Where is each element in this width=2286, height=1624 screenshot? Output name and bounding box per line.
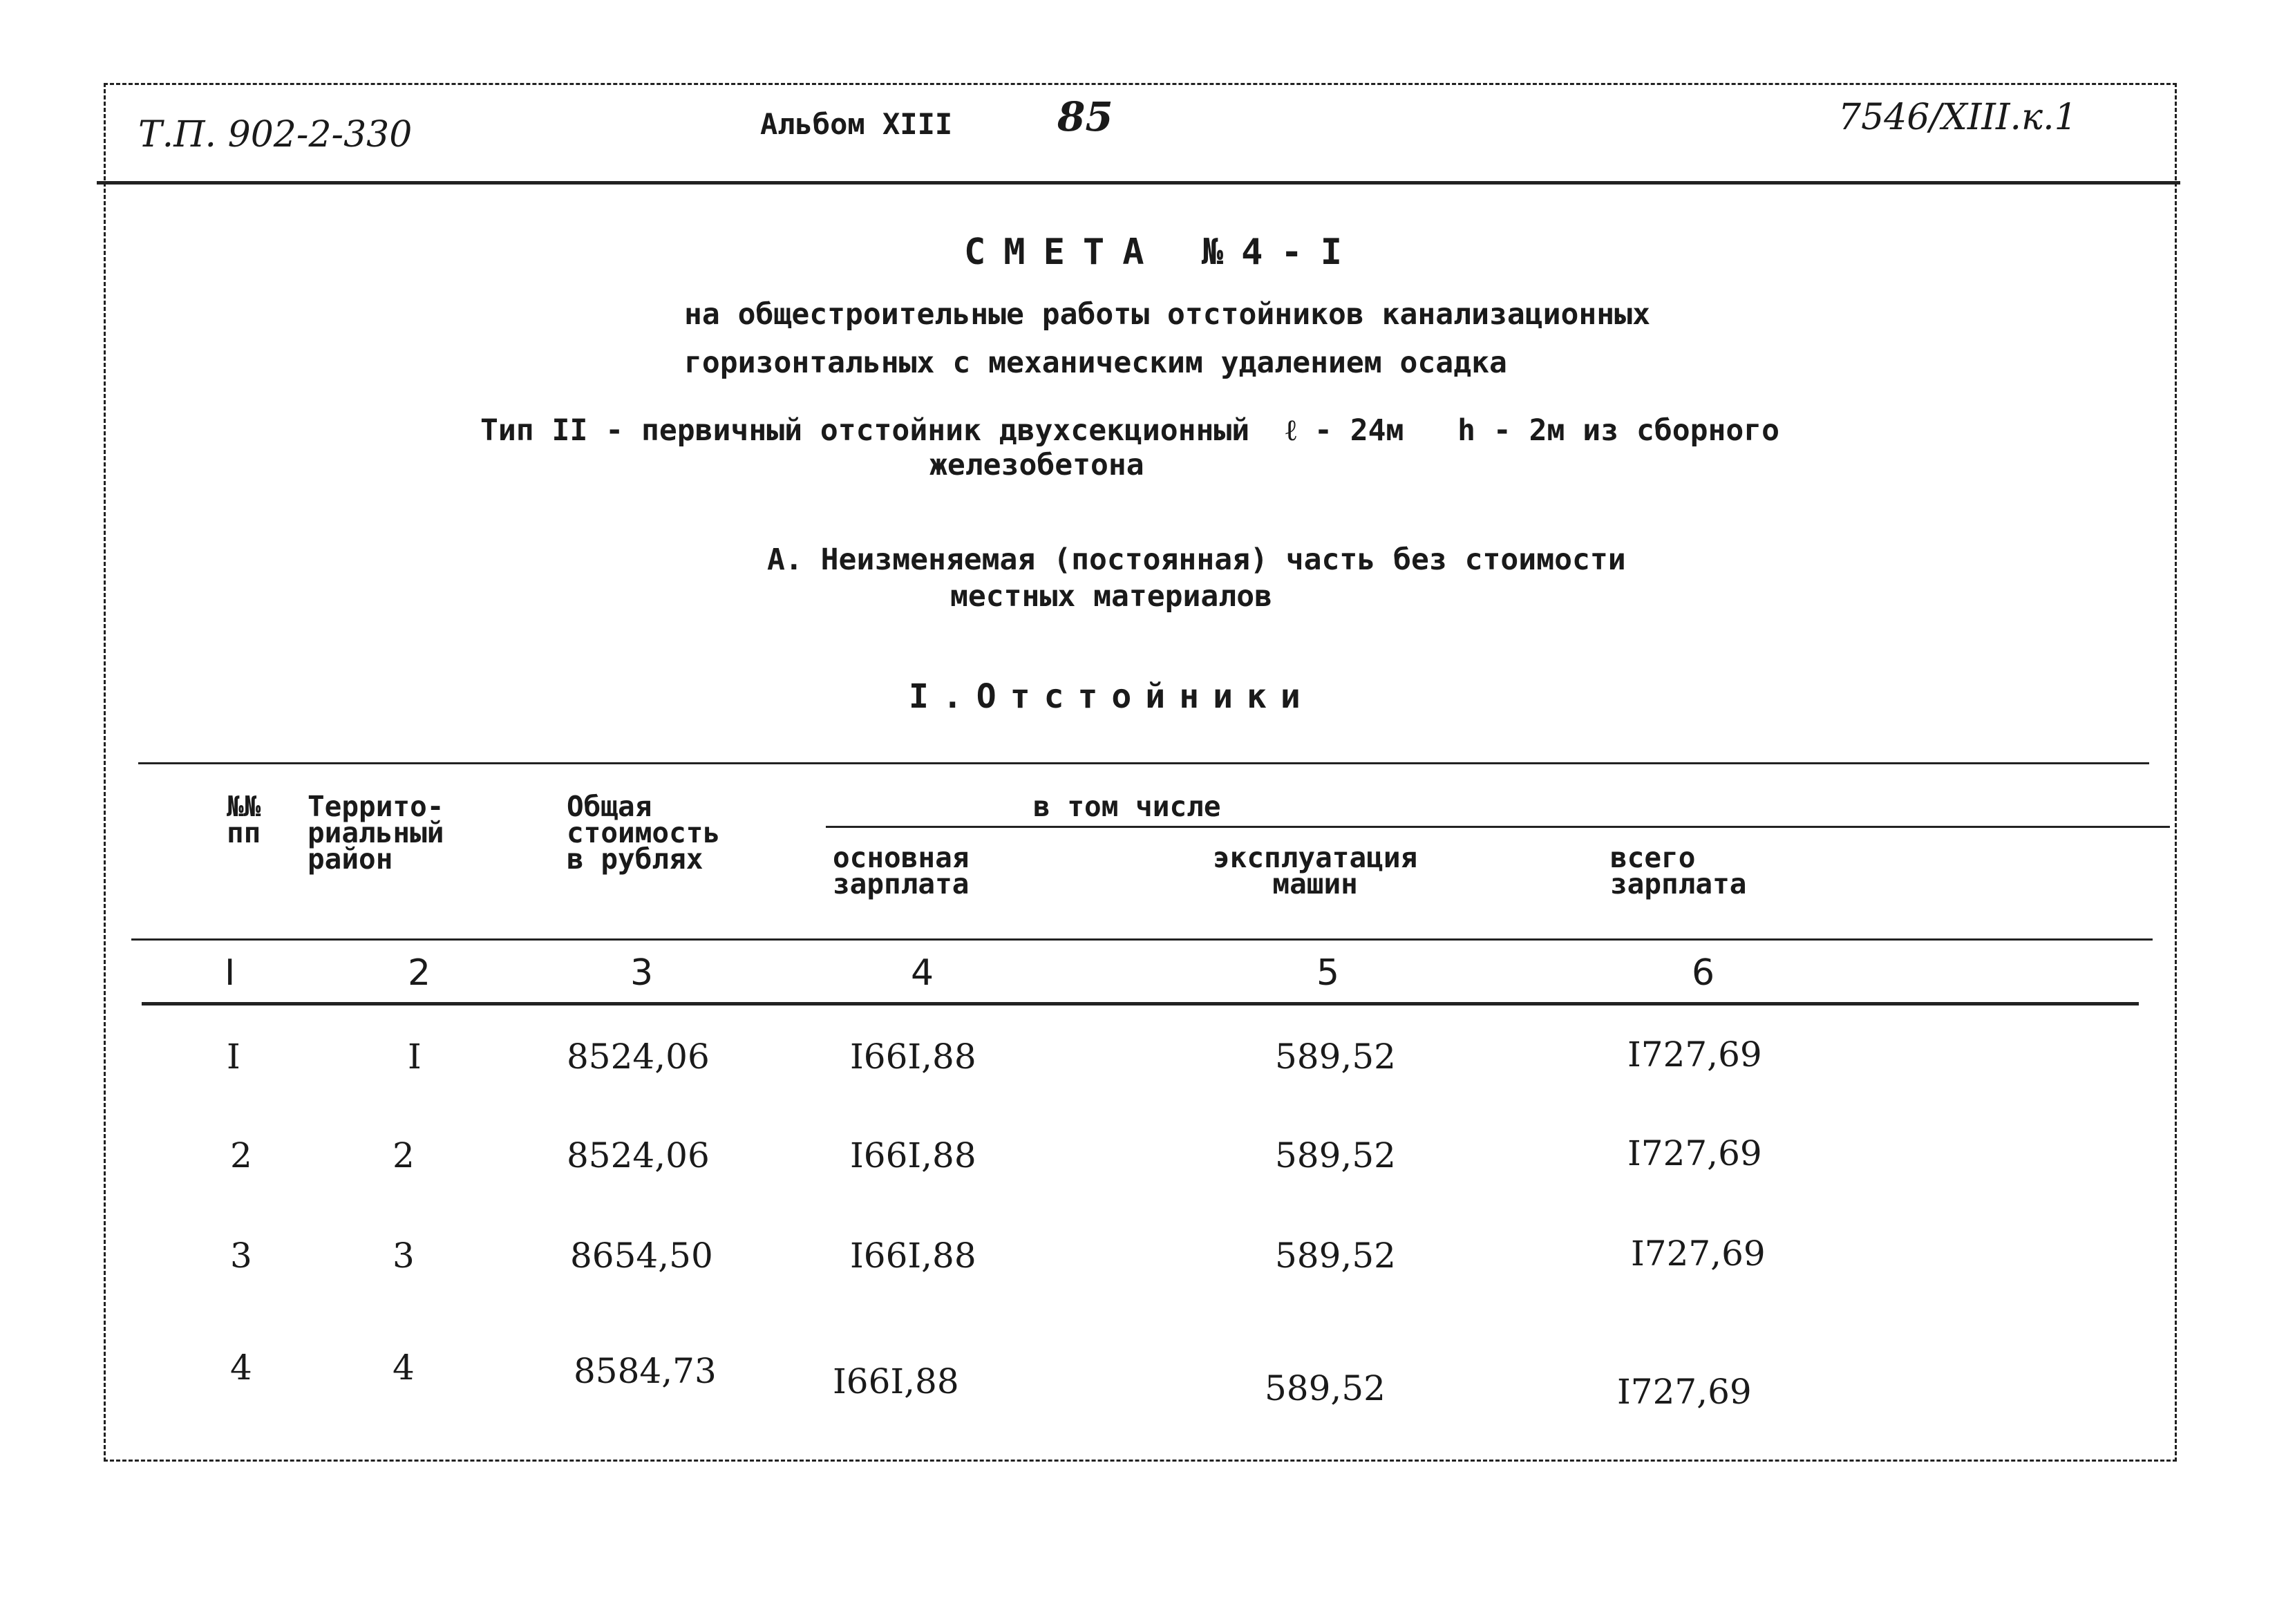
table-cell: I66I,88 xyxy=(850,1236,976,1276)
column-number-4: 4 xyxy=(911,952,934,994)
table-cell: I727,69 xyxy=(1617,1372,1752,1412)
table-cell: I66I,88 xyxy=(833,1361,959,1401)
table-cell: 4 xyxy=(393,1348,415,1388)
table-cell: I xyxy=(408,1037,422,1077)
table-cell: 2 xyxy=(230,1135,252,1175)
title-line-1: на общестроительные работы отстойников канализационных xyxy=(684,297,1650,332)
document-title: СМЕТА №4-I xyxy=(964,232,1361,273)
table-cell: 8524,06 xyxy=(567,1037,710,1077)
page-number: 85 xyxy=(1057,93,1113,140)
tp-number: Т.П. 902-2-330 xyxy=(138,114,413,155)
section-a-line-2: местных материалов xyxy=(950,579,1272,614)
header-machine-operation: эксплуатация машин xyxy=(1213,841,1418,900)
album-label: Альбом XIII xyxy=(760,107,953,141)
table-cell: 8654,50 xyxy=(570,1236,713,1276)
table-top-rule xyxy=(138,762,2149,764)
document-frame xyxy=(104,83,2177,1462)
column-number-5: 5 xyxy=(1316,952,1340,994)
column-number-6: 6 xyxy=(1692,952,1715,994)
table-cell: 589,52 xyxy=(1275,1236,1396,1276)
header-district: Террито- риальный район xyxy=(308,790,444,876)
table-cell: 8524,06 xyxy=(567,1135,710,1175)
table-cell: I66I,88 xyxy=(850,1037,976,1077)
archive-code: 7546/XIII.к.1 xyxy=(1838,97,2077,138)
group-header-rule xyxy=(826,826,2170,828)
table-cell: 2 xyxy=(393,1135,415,1175)
title-line-4: железобетона xyxy=(929,448,1144,482)
header-base-salary: основная зарплата xyxy=(833,841,970,900)
table-cell: 589,52 xyxy=(1275,1037,1396,1077)
section-a-line-1: А. Неизменяемая (постоянная) часть без стоимости xyxy=(767,542,1626,577)
column-numbers-rule xyxy=(142,1002,2139,1005)
title-line-2: горизонтальных с механическим удалением осадка xyxy=(684,346,1507,380)
table-cell: 589,52 xyxy=(1275,1135,1396,1175)
table-cell: 3 xyxy=(230,1236,252,1276)
table-cell: 3 xyxy=(393,1236,415,1276)
table-cell: 589,52 xyxy=(1265,1368,1386,1408)
table-cell: I727,69 xyxy=(1627,1133,1762,1173)
header-divider xyxy=(97,181,2180,185)
table-cell: I66I,88 xyxy=(850,1135,976,1175)
table-cell: I727,69 xyxy=(1631,1234,1766,1274)
header-bottom-rule xyxy=(131,938,2153,941)
column-number-1: I xyxy=(225,952,236,994)
table-cell: I727,69 xyxy=(1627,1035,1762,1075)
table-cell: 4 xyxy=(230,1348,252,1388)
table-cell: I xyxy=(227,1037,240,1077)
header-group-including: в том числе xyxy=(1033,790,1221,823)
table-cell: 8584,73 xyxy=(574,1351,717,1391)
header-number: №№ пп xyxy=(227,790,261,849)
title-line-3: Тип II - первичный отстойник двухсекционный ℓ - 24м h - 2м из сборного xyxy=(480,413,1780,448)
header-total-cost: Общая стоимость в рублях xyxy=(567,790,721,876)
column-number-3: 3 xyxy=(630,952,654,994)
header-total-salary: всего зарплата xyxy=(1610,841,1747,900)
column-number-2: 2 xyxy=(408,952,431,994)
subsection-title: I.Отстойники xyxy=(909,677,1314,716)
